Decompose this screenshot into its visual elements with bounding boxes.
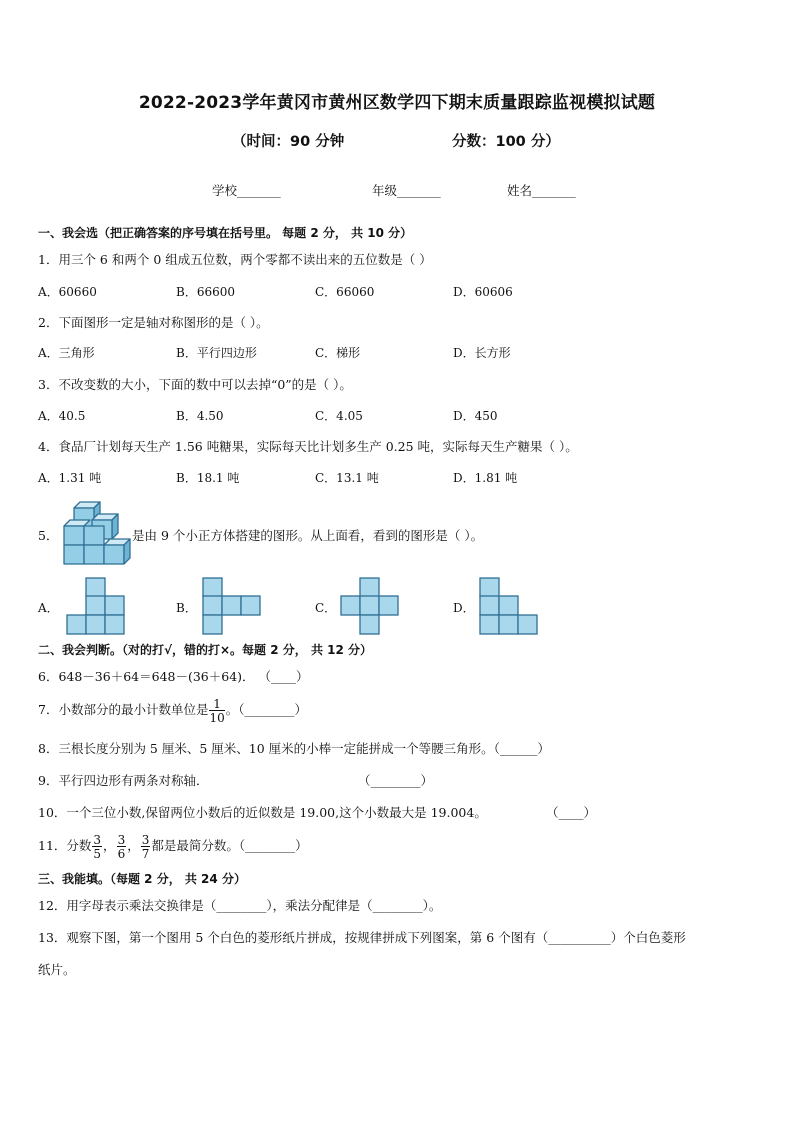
separator: ， — [103, 838, 116, 853]
question-8: 8．三根长度分别为 5 厘米、5 厘米、10 厘米的小棒一定能拼成一个等腰三角形。（______） — [38, 741, 550, 756]
question-1: 1．用三个 6 和两个 0 组成五位数，两个零都不读出来的五位数是（ ） — [38, 252, 432, 267]
option-5b-figure — [202, 577, 264, 635]
cube-stack-figure — [62, 496, 132, 566]
question-10-blank: （____） — [546, 805, 597, 820]
option-5d-figure — [479, 577, 541, 635]
option-4b: B．18.1 吨 — [176, 471, 240, 485]
fraction-denominator: 6 — [117, 846, 126, 861]
fraction-denominator: 10 — [209, 710, 225, 725]
option-1a: A．60660 — [38, 285, 97, 299]
fraction-1-10 — [209, 698, 224, 724]
fraction-numerator: 1 — [209, 698, 224, 711]
fraction-3-5 — [92, 834, 102, 860]
question-10: 10．一个三位小数,保留两位小数后的近似数是 19.00,这个小数最大是 19.004。 — [38, 805, 487, 820]
option-1d: D．60606 — [453, 285, 513, 299]
option-2b: B．平行四边形 — [176, 346, 257, 360]
question-5: 是由 9 个小正方体搭建的图形。从上面看，看到的图形是（ ）。 — [132, 528, 484, 543]
exam-time: （时间：90 分钟 — [232, 134, 345, 150]
option-1c: C．66060 — [315, 285, 375, 299]
option-3a: A．40.5 — [38, 409, 86, 423]
question-4: 4．食品厂计划每天生产 1.56 吨糖果，实际每天比计划多生产 0.25 吨，实际每天生产糖果（ ）。 — [38, 439, 578, 454]
grade-field: 年级_______ — [372, 183, 441, 198]
name-field: 姓名_______ — [507, 183, 576, 198]
fraction-3-6 — [117, 834, 127, 860]
option-2d: D．长方形 — [453, 346, 511, 360]
option-3c: C．4.05 — [315, 409, 363, 423]
fraction-denominator: 7 — [141, 846, 150, 861]
question-6: 6．648－36＋64＝648－(36＋64)． （____） — [38, 669, 309, 684]
section-heading-2: 二、我会判断。（对的打√，错的打×。每题 2 分， 共 12 分） — [38, 643, 372, 657]
question-9: 9．平行四边形有两条对称轴． — [38, 773, 209, 788]
option-2a: A．三角形 — [38, 346, 95, 360]
option-2c: C．梯形 — [315, 346, 361, 360]
fraction-numerator: 3 — [117, 832, 126, 847]
question-3: 3．不改变数的大小，下面的数中可以去掉“0”的是（ ）。 — [38, 377, 352, 392]
fraction-denominator: 5 — [93, 846, 102, 861]
option-5a-label: A． — [38, 601, 59, 615]
question-2: 2．下面图形一定是轴对称图形的是（ ）。 — [38, 315, 269, 330]
option-4a: A．1.31 吨 — [38, 471, 102, 485]
school-field: 学校_______ — [212, 183, 281, 198]
fraction-3-7 — [141, 834, 151, 860]
option-5b-label: B． — [176, 601, 197, 615]
section-heading-1: 一、我会选（把正确答案的序号填在括号里。 每题 2 分， 共 10 分） — [38, 226, 413, 240]
option-3d: D．450 — [453, 409, 498, 423]
question-7-text: 7．小数部分的最小计数单位是 — [38, 702, 209, 717]
question-9-blank: （________） — [358, 773, 434, 788]
fraction-numerator: 3 — [141, 832, 150, 847]
exam-score: 分数：100 分） — [452, 134, 560, 150]
question-11 — [38, 826, 308, 866]
option-3b: B．4.50 — [176, 409, 224, 423]
question-7-blank: 。（________） — [225, 702, 308, 717]
question-11-text: 11．分数 — [38, 838, 92, 853]
page-title: 2022-2023学年黄冈市黄州区数学四下期末质量跟踪监视模拟试题 — [138, 93, 656, 113]
option-5a-figure — [66, 577, 128, 635]
option-5c-label: C． — [315, 601, 337, 615]
option-4c: C．13.1 吨 — [315, 471, 379, 485]
option-5d-label: D． — [453, 601, 475, 615]
question-7 — [38, 692, 307, 728]
fraction-numerator: 3 — [93, 832, 102, 847]
option-5c-figure — [340, 577, 402, 635]
option-4d: D．1.81 吨 — [453, 471, 518, 485]
question-13-cont: 纸片。 — [38, 962, 76, 977]
section-heading-3: 三、我能填。（每题 2 分， 共 24 分） — [38, 872, 246, 886]
question-12: 12．用字母表示乘法交换律是（________），乘法分配律是（________）。 — [38, 898, 442, 913]
separator: ， — [127, 838, 140, 853]
question-11-blank: 都是最简分数。（________） — [151, 838, 308, 853]
question-5-number: 5． — [38, 528, 59, 543]
question-13: 13．观察下图，第一个图用 5 个白色的菱形纸片拼成，按规律拼成下列图案，第 6 个图有（__________）个白色菱形 — [38, 930, 686, 945]
option-1b: B．66600 — [176, 285, 235, 299]
